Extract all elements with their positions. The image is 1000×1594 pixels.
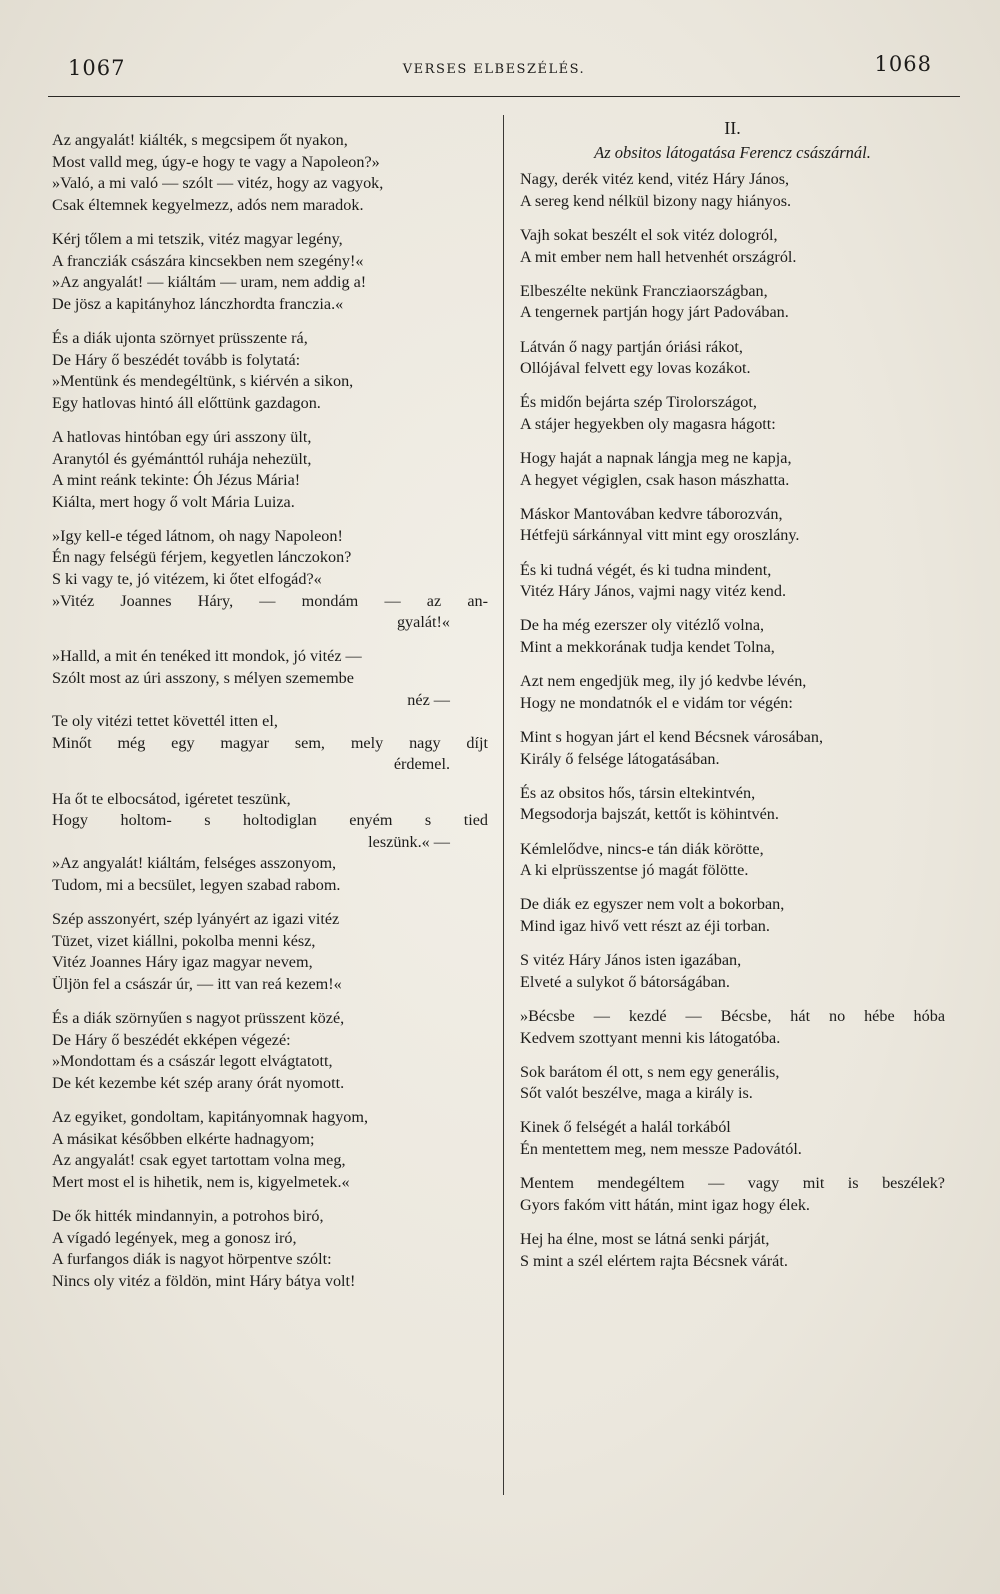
verse-line: Hétfejü sárkánnyal vitt mint egy oroszlány. (520, 526, 800, 545)
page-number-right: 1068 (874, 52, 932, 76)
verse-line: És a diák szörnyűen s nagyot prüsszent közé, (52, 1009, 345, 1028)
verse-line: A másikat későbben elkérte hadnagyom; (52, 1129, 315, 1148)
stanza (520, 727, 945, 770)
verse-line: És a diák ujonta szörnyet prüsszente rá, (52, 328, 308, 347)
verse-line: Minőt még egy magyar sem, mely nagy díjt (52, 733, 488, 752)
verse-line: Aranytól és gyémánttól ruhája nehezült, (52, 449, 312, 468)
verse-line: Nincs oly vitéz a földön, mint Háry bátya volt! (52, 1271, 356, 1290)
verse-line: A stájer hegyekben oly magasra hágott: (520, 414, 776, 433)
verse-line: Látván ő nagy partján óriási rákot, (520, 337, 743, 356)
verse-line: Az angyalát! csak egyet tartottam volna meg, (52, 1151, 346, 1170)
section-number: II. (724, 118, 741, 138)
verse-line: Mint s hogyan járt el kend Bécsnek városában, (520, 728, 823, 746)
verse-line: »Vitéz Joannes Háry, — mondám — az an- (52, 591, 488, 610)
stanza (520, 225, 945, 268)
verse-line: De Háry ő beszédét ekképen végezé: (52, 1030, 291, 1049)
verse-line: Hogy ne mondatnók el e vidám tor végén: (520, 693, 793, 712)
verse-line: Elbeszélte nekünk Francziaországban, (520, 281, 768, 300)
verse-line: A mit ember nem hall hetvenhét országról. (520, 247, 797, 266)
stanza (52, 909, 488, 995)
verse-line: Te oly vitézi tettet követtél itten el, (52, 712, 278, 731)
verse-line: Tudom, mi a becsület, legyen szabad rabom. (52, 875, 341, 894)
stanza (52, 1008, 488, 1094)
verse-line: Sok barátom él ott, s nem egy generális, (520, 1062, 780, 1081)
verse-line: A hatlovas hintóban egy úri asszony ült, (52, 427, 312, 446)
verse-line: Most valld meg, úgy-e hogy te vagy a Napoleon?» (52, 152, 380, 171)
verse-line: S mint a szél elértem rajta Bécsnek várát. (520, 1251, 788, 1270)
stanza (520, 839, 945, 882)
verse-line: Mert most el is hihetik, nem is, kigyelmetek.« (52, 1172, 350, 1191)
stanza (52, 229, 488, 315)
stanza (520, 1229, 945, 1272)
verse-line: S vitéz Háry János isten igazában, (520, 951, 742, 970)
right-column (520, 118, 945, 1285)
verse-line: De Háry ő beszédét tovább is folytatá: (52, 350, 301, 369)
verse-line: A hegyet végiglen, csak hason mászhatta. (520, 470, 790, 489)
verse-line: Az egyiket, gondoltam, kapitányomnak hagyom, (52, 1108, 369, 1127)
page-number-left: 1067 (68, 56, 126, 80)
verse-line: Hej ha élne, most se látná senki párját, (520, 1230, 770, 1249)
verse-line: Kérj tőlem a mi tetszik, vitéz magyar legény, (52, 229, 343, 248)
verse-line: De diák ez egyszer nem volt a bokorban, (520, 895, 785, 914)
verse-line: És az obsitos hős, társin eltekintvén, (520, 783, 756, 802)
verse-line: Vitéz Háry János, vajmi nagy vitéz kend. (520, 582, 787, 601)
stanza (520, 1173, 945, 1216)
verse-line: »Való, a mi való — szólt — vitéz, hogy az vagyok, (52, 174, 384, 193)
verse-line: Sőt valót beszélve, maga a király is. (520, 1084, 753, 1103)
verse-line: A mint reánk tekinte: Óh Jézus Mária! (52, 471, 301, 490)
verse-line: néz — (407, 690, 450, 709)
header-rule (48, 96, 960, 97)
verse-line: leszünk.« — (368, 832, 450, 851)
verse-line: Az angyalát! kiálték, s megcsipem őt nyakon, (52, 131, 348, 149)
stanza (520, 392, 945, 435)
verse-line: Szólt most az úri asszony, s mélyen szemembe (52, 669, 354, 688)
verse-line: Nagy, derék vitéz kend, vitéz Háry János, (520, 170, 790, 189)
stanza (520, 894, 945, 937)
page-header (48, 52, 940, 92)
verse-line: »Mondottam és a császár legott elvágtatott, (52, 1052, 333, 1071)
verse-line: Mentem mendegéltem — vagy mit is beszélek? (520, 1174, 945, 1193)
verse-line: »Az angyalát! kiáltám, felséges asszonyom, (52, 854, 337, 873)
stanza (52, 646, 488, 776)
verse-line: Azt nem engedjük meg, ily jó kedvbe lévén, (520, 672, 807, 691)
verse-line: »Mentünk és mendegéltünk, s kiérvén a sikon, (52, 372, 354, 391)
verse-line: Hogy holtom- s holtodiglan enyém s tied (52, 811, 488, 830)
verse-line: »Bécsbe — kezdé — Bécsbe, hát no hébe hóba (520, 1006, 945, 1025)
verse-line: »Halld, a mit én tenéked itt mondok, jó vitéz — (52, 647, 362, 666)
verse-line: Mint a mekkorának tudja kendet Tolna, (520, 638, 775, 657)
verse-line: érdemel. (393, 755, 450, 774)
verse-line: A tengernek partján hogy járt Padovában. (520, 303, 789, 322)
stanza (520, 560, 945, 603)
verse-line: gyalát!« (396, 613, 450, 632)
left-column (52, 130, 488, 1305)
verse-line: »Igy kell-e téged látnom, oh nagy Napoleon! (52, 526, 343, 545)
verse-line: Király ő felsége látogatásában. (520, 749, 720, 768)
stanza (520, 504, 945, 547)
verse-line: De két kezembe két szép arany órát nyomott. (52, 1073, 345, 1092)
stanza (52, 526, 488, 634)
verse-line: A francziák császára kincsekben nem szegény!« (52, 251, 364, 270)
verse-line: Egy hatlovas hintó áll előttünk gazdagon. (52, 393, 321, 412)
stanza (52, 789, 488, 897)
stanza (52, 328, 488, 414)
verse-line: A furfangos diák is nagyot hörpentve szólt: (52, 1250, 332, 1269)
stanza (520, 1006, 945, 1049)
stanza (520, 950, 945, 993)
verse-line: Elveté a sulykot ő bátorságában. (520, 972, 730, 991)
verse-line: Vajh sokat beszélt el sok vitéz dologról, (520, 225, 778, 244)
verse-line: Gyors fakóm vitt hátán, mint igaz hogy élek. (520, 1195, 810, 1214)
stanza (520, 1117, 945, 1160)
verse-line: Máskor Mantovában kedvre táborozván, (520, 504, 783, 523)
verse-line: Tüzet, vizet kiállni, pokolba menni kész, (52, 931, 316, 950)
verse-line: Kiálta, mert hogy ő volt Mária Luiza. (52, 492, 295, 511)
stanza (52, 130, 488, 216)
verse-line: És midőn bejárta szép Tirolországot, (520, 393, 757, 412)
verse-line: Ha őt te elbocsátod, igéretet teszünk, (52, 789, 291, 808)
running-title: VERSES ELBESZÉLÉS. (402, 62, 586, 77)
stanza (520, 281, 945, 324)
verse-line: »Az angyalát! — kiáltám — uram, nem addig a! (52, 273, 367, 292)
stanza (52, 1206, 488, 1292)
verse-line: Mind igaz hivő vett részt az éji torban. (520, 916, 770, 935)
verse-line: Vitéz Joannes Háry igaz magyar nevem, (52, 953, 313, 972)
stanza (520, 671, 945, 714)
stanza (520, 1062, 945, 1105)
verse-line: Ollójával felvett egy lovas kozákot. (520, 359, 751, 378)
verse-line: És ki tudná végét, és ki tudna mindent, (520, 560, 772, 579)
verse-line: De ők hitték mindannyin, a potrohos biró, (52, 1207, 324, 1226)
right-column-body (520, 169, 945, 1272)
verse-line: De ha még ezerszer oly vitézlő volna, (520, 616, 765, 635)
stanza (520, 448, 945, 491)
stanza (52, 1107, 488, 1193)
stanza (520, 615, 945, 658)
verse-line: Szép asszonyért, szép lyányért az igazi vitéz (52, 910, 340, 929)
section-title: Az obsitos látogatása Ferencz császárnál. (594, 142, 871, 162)
verse-line: S ki vagy te, jó vitézem, ki őtet elfogád?« (52, 570, 322, 589)
verse-line: Csak éltemnek kegyelmezz, adós nem maradok. (52, 195, 364, 214)
stanza (520, 337, 945, 380)
stanza (52, 427, 488, 513)
column-divider (503, 115, 504, 1495)
verse-line: Kedvem szottyant menni kis látogatóba. (520, 1028, 781, 1047)
verse-line: Kinek ő felségét a halál torkából (520, 1118, 731, 1137)
verse-line: Megsodorja bajszát, kettőt is köhintvén. (520, 805, 779, 824)
verse-line: Hogy haját a napnak lángja meg ne kapja, (520, 449, 792, 468)
verse-line: Üljön fel a császár úr, — itt van reá kezem!« (52, 974, 342, 993)
verse-line: De jösz a kapitányhoz lánczhordta franczia.« (52, 294, 344, 313)
verse-line: Én nagy felségü férjem, kegyetlen lánczokon? (52, 548, 352, 567)
stanza (520, 783, 945, 826)
verse-line: A vígadó legények, meg a gonosz iró, (52, 1228, 297, 1247)
stanza (520, 169, 945, 212)
verse-line: A sereg kend nélkül bizony nagy hiányos. (520, 191, 792, 210)
verse-line: A ki elprüsszentse jó magát fölötte. (520, 861, 749, 880)
verse-line: Én mentettem meg, nem messze Padovától. (520, 1140, 802, 1159)
verse-line: Kémlelődve, nincs-e tán diák körötte, (520, 839, 764, 858)
